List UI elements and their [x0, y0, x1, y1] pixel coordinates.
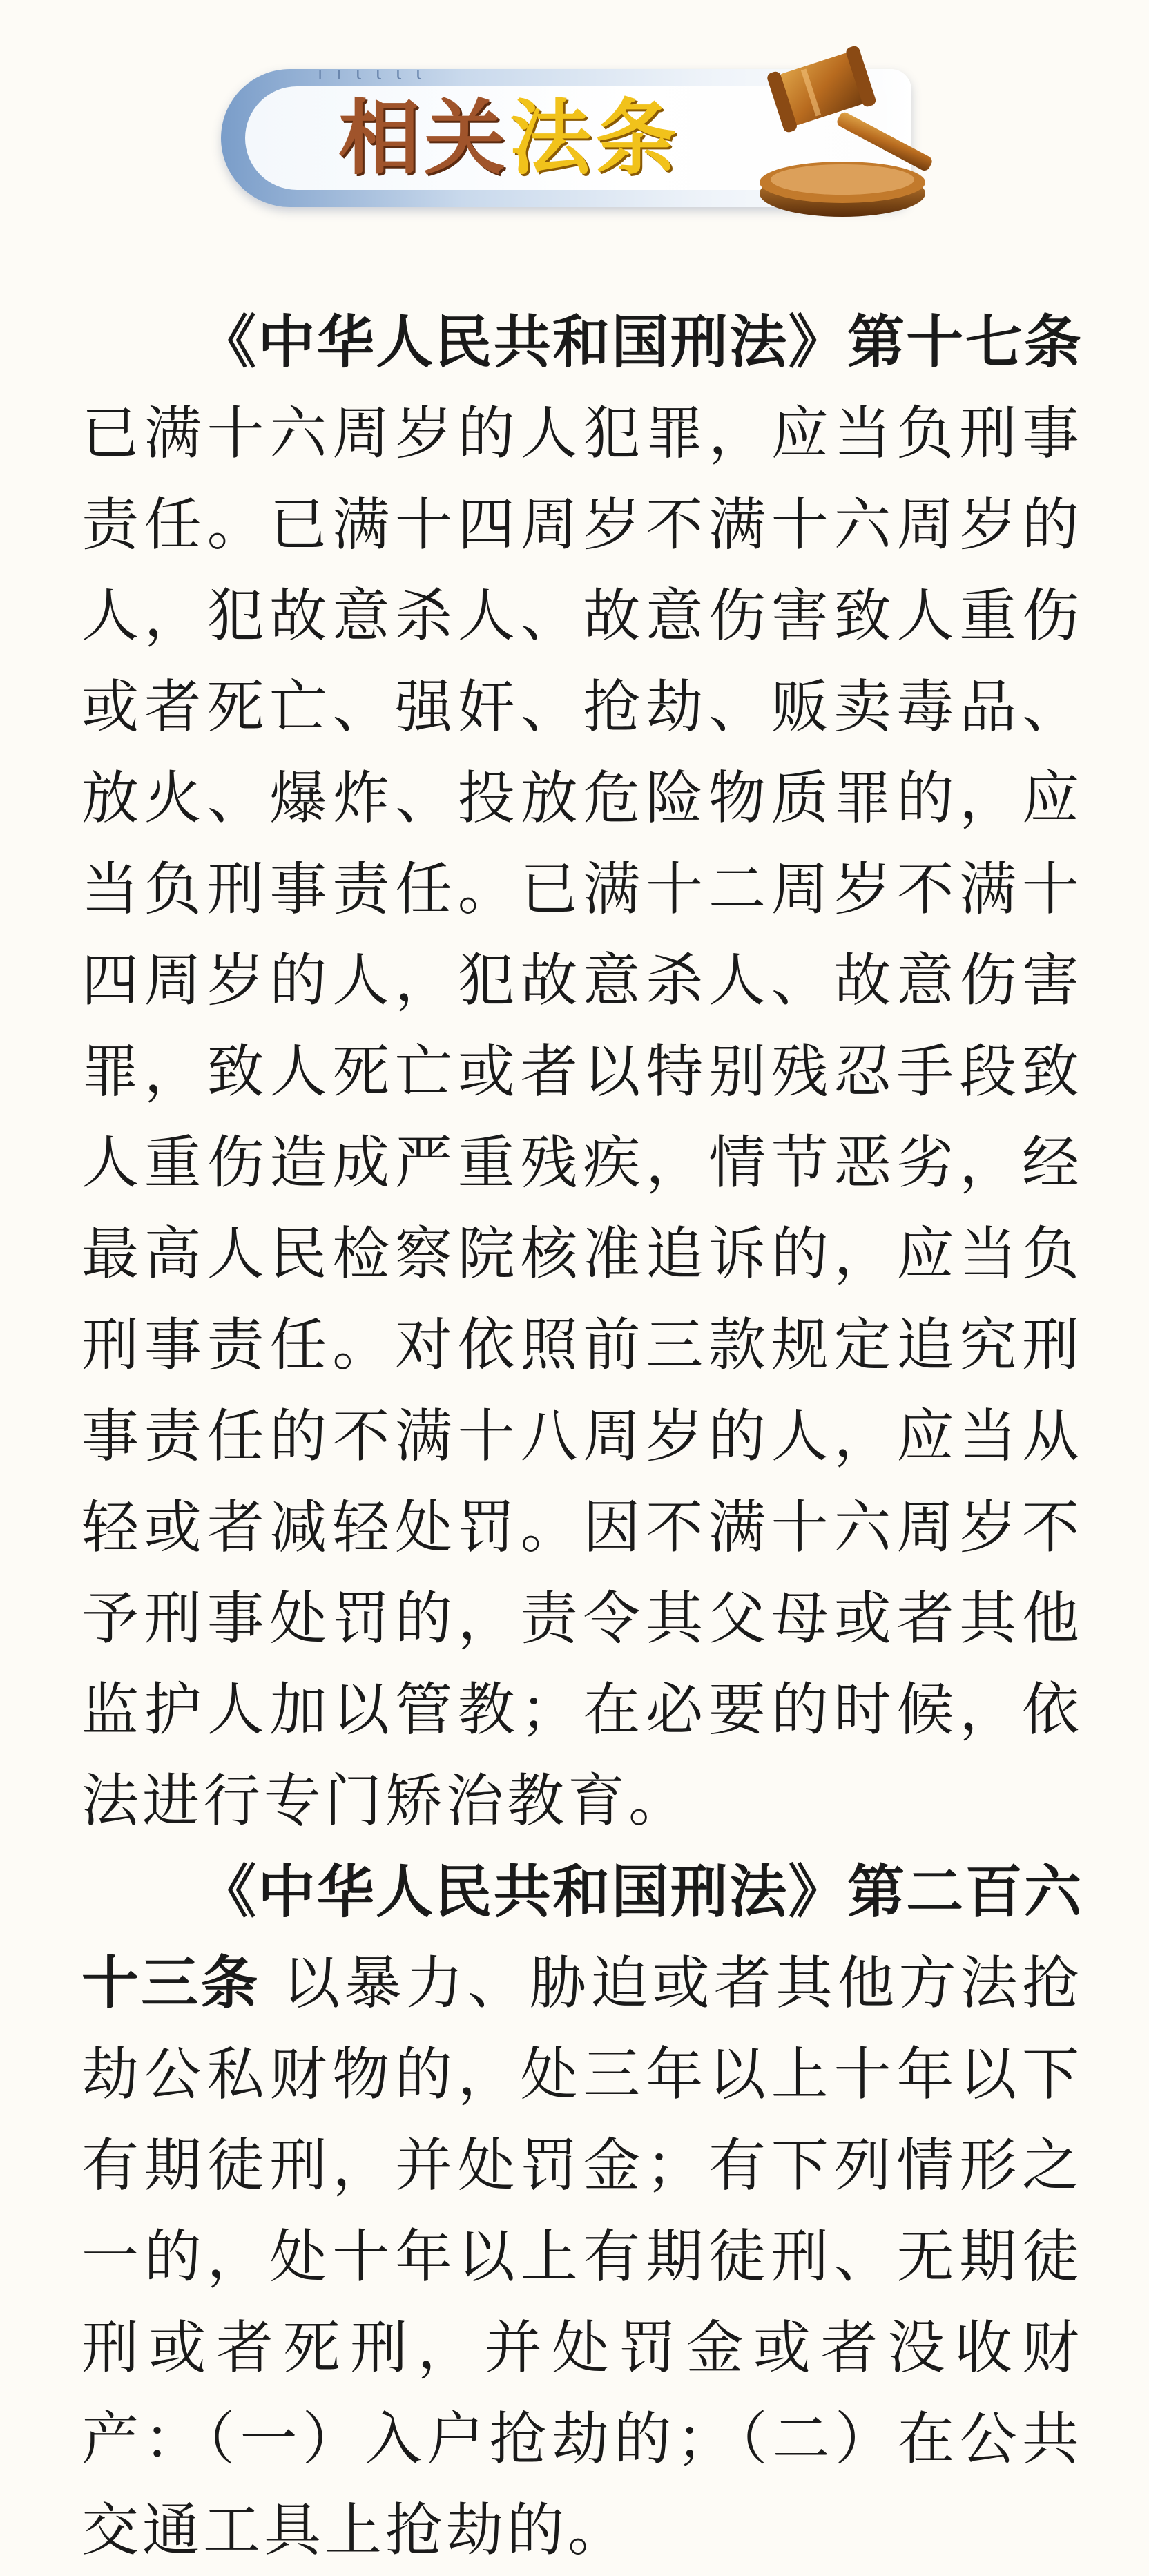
law-name: 《中华人民共和国刑法》: [199, 309, 847, 376]
article-17: [81, 297, 1083, 1847]
law-name: 《中华人民共和国刑法》: [199, 1858, 847, 1925]
article-text: 已满十六周岁的人犯罪，应当负刑事责任。已满十四周岁不满十六周岁的人，犯故意杀人、故意伤害致人重伤或者死亡、强奸、抢劫、贩卖毒品、放火、爆炸、投放危险物质罪的，应当负刑事责任。已满十二周岁不满十四周岁的人，犯故意杀人、故意伤害罪，致人死亡或者以特别残忍手段致人重伤造成严重残疾，情节恶劣，经最高人民检察院核准追诉的，应当负刑事责任。对依照前三款规定追究刑事责任的不满十八周岁的人，应当从轻或者减轻处罚。因不满十六周岁不予刑事处罚的，责令其父母或者其他监护人加以管教；在必要的时候，依法进行专门矫治教育。: [81, 400, 1083, 1834]
header-banner: [0, 0, 1149, 249]
article-content: [81, 297, 1083, 2576]
article-text: 以暴力、胁迫或者其他方法抢劫公私财物的，处三年以上十年以下有期徒刑，并处罚金；有下列情形之一的，处十年以上有期徒刑、无期徒刑或者死刑，并处罚金或者没收财产：（一）入户抢劫的；（二）在公共交通工具上抢劫的。: [81, 1950, 1083, 2564]
article-263: [81, 1847, 1083, 2576]
title-part-2: 法条: [510, 90, 682, 186]
title-part-1: 相关: [338, 90, 510, 186]
banner-dots: ı ı ɩ ɩ ɩ ɩ: [318, 64, 426, 84]
gavel-icon: [746, 35, 953, 235]
article-number: 第二百六十三条: [81, 1858, 1083, 2017]
article-number: 第十七条: [847, 309, 1083, 376]
page-title: [338, 90, 681, 186]
